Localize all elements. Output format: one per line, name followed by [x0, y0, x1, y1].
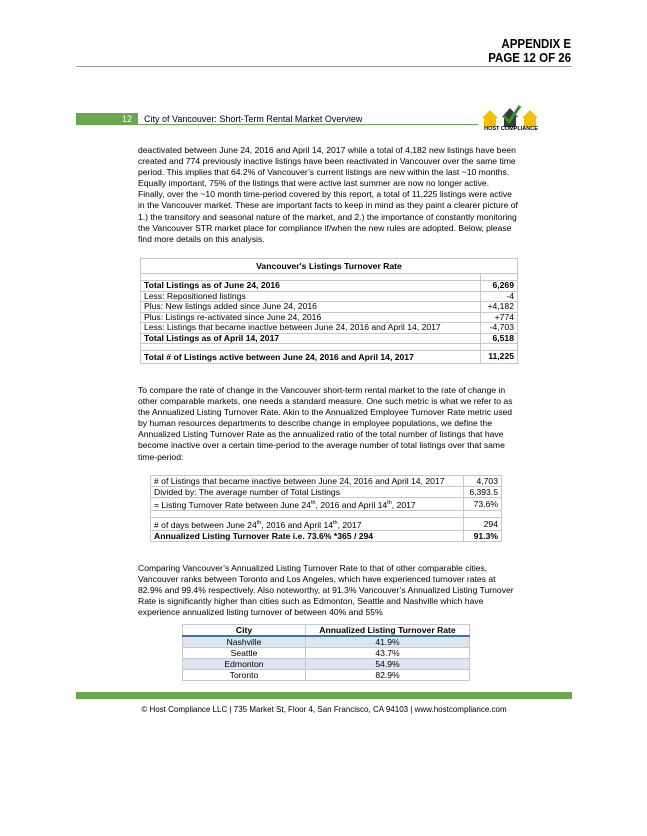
row-value: 73.6% — [464, 498, 502, 511]
city-cell: Seattle — [183, 648, 306, 659]
footer-bar — [76, 692, 572, 699]
table-row — [141, 302, 518, 313]
table-row — [141, 312, 518, 323]
table-row — [151, 498, 502, 511]
row-label: = Listing Turnover Rate between June 24th, 2016 and April 14th, 2017 — [151, 498, 464, 511]
row-value: 6,393.5 — [464, 487, 502, 498]
rate-cell: 54.9% — [306, 659, 470, 670]
section-title: City of Vancouver: Short-Term Rental Market Overview — [144, 114, 363, 124]
row-value: 4,703 — [464, 476, 502, 487]
turnover-table-title: Vancouver's Listings Turnover Rate — [141, 259, 518, 274]
table-row — [141, 291, 518, 302]
section-number: 12 — [121, 114, 132, 124]
table-row — [151, 487, 502, 498]
footer-text: © Host Compliance LLC | 735 Market St, Floor 4, San Francisco, CA 94103 | www.hostcompliance.com — [141, 705, 507, 714]
row-value: 294 — [464, 517, 502, 530]
turnover-table — [140, 258, 518, 364]
row-value: 11,225 — [480, 351, 518, 364]
row-label: # of days between June 24th, 2016 and April 14th, 2017 — [151, 517, 464, 530]
table-row — [141, 323, 518, 334]
row-value: 6,518 — [480, 333, 518, 344]
row-value: 91.3% — [464, 530, 502, 541]
row-label: Plus: Listings re-activated since June 24, 2016 — [141, 312, 481, 323]
table-row — [151, 517, 502, 530]
row-value: -4,703 — [480, 323, 518, 334]
city-cell: Nashville — [183, 636, 306, 648]
table-row-total — [141, 351, 518, 364]
rate-table — [150, 475, 502, 542]
city-table — [182, 624, 470, 681]
house-icon — [482, 110, 498, 127]
rate-cell: 41.9% — [306, 636, 470, 648]
row-label: # of Listings that became inactive between June 24, 2016 and April 14, 2017 — [151, 476, 464, 487]
city-cell: Toronto — [183, 670, 306, 681]
row-value: +4,182 — [480, 302, 518, 313]
table-row — [141, 281, 518, 292]
house-icon — [522, 110, 538, 127]
city-cell: Edmonton — [183, 659, 306, 670]
table-row — [183, 636, 470, 648]
row-value: +774 — [480, 312, 518, 323]
row-label: Annualized Listing Turnover Rate i.e. 73.6% *365 / 294 — [151, 530, 464, 541]
row-label: Total # of Listings active between June 24, 2016 and April 14, 2017 — [141, 351, 481, 364]
rate-cell: 82.9% — [306, 670, 470, 681]
table-row — [151, 476, 502, 487]
row-label: Divided by: The average number of Total Listings — [151, 487, 464, 498]
row-label: Total Listings as of April 14, 2017 — [141, 333, 481, 344]
paragraph-metric: To compare the rate of change in the Vancouver short-term rental market to the rate of change in other comparable markets, one needs a standard measure. One such metric is what we refer to as the Annualized Listing Turnover Rate. Akin to the Annualized Employee Turnover Rate metric used by human resources departments to describe change in employee populations, we define the Annualized Listing Turnover Rate as the annualized ratio of the total number of listings that have become inactive over a certain time-period to the average number of total listings over that same time-period: — [138, 385, 513, 462]
row-label: Less: Repositioned listings — [141, 291, 481, 302]
column-header: City — [183, 625, 306, 637]
table-row — [183, 659, 470, 670]
paragraph-comparison: Comparing Vancouver’s Annualized Listing Turnover Rate to that of other comparable cities, Vancouver ranks between Toronto and Los Angeles, which have experienced turnover rates at 82.9% and 99.4% respectively. Also noteworthy, at 91.3% Vancouver’s Annualized Listing Turnover Rate is significantly higher than cities such as Edmonton, Seattle and Nashville which have experience annualized listing turnover of between 40% and 55% — [138, 563, 514, 618]
table-row — [151, 530, 502, 541]
row-value: 6,269 — [480, 281, 518, 292]
column-header: Annualized Listing Turnover Rate — [306, 625, 470, 637]
section-rule — [138, 124, 478, 125]
rate-cell: 43.7% — [306, 648, 470, 659]
row-label: Total Listings as of June 24, 2016 — [141, 281, 481, 292]
table-row — [183, 648, 470, 659]
paragraph-intro: deactivated between June 24, 2016 and April 14, 2017 while a total of 4,182 new listings have been created and 774 previously inactive listings have been reactivated in Vancouver over the same time period. This implies that 64.2% of Vancouver’s current listings are new within the last ~10 months. Equally important, 75% of the listings that were active last summer are now no longer active. Finally, over the ~10 month time-period covered by this report, a total of 11,225 listings were active in the Vancouver market. These are important facts to keep in mind as they paint a clearer picture of 1.) the transitory and seasonal nature of the market, and 2.) the importance of constantly monitoring the Vancouver STR market place for compliance if/when the new rules are adopted. Below, please find more details on this analysis. — [138, 145, 518, 244]
table-row — [183, 670, 470, 681]
row-value: -4 — [480, 291, 518, 302]
page-number: PAGE 12 OF 26 — [488, 51, 571, 65]
header-rule — [76, 66, 572, 67]
row-label: Plus: New listings added since June 24, 2016 — [141, 302, 481, 313]
appendix-label: APPENDIX E — [501, 37, 571, 51]
row-label: Less: Listings that became inactive between June 24, 2016 and April 14, 2017 — [141, 323, 481, 334]
appendix-header — [488, 37, 571, 65]
table-row — [141, 333, 518, 344]
logo-text: HOST COMPLIANCE — [484, 126, 538, 132]
